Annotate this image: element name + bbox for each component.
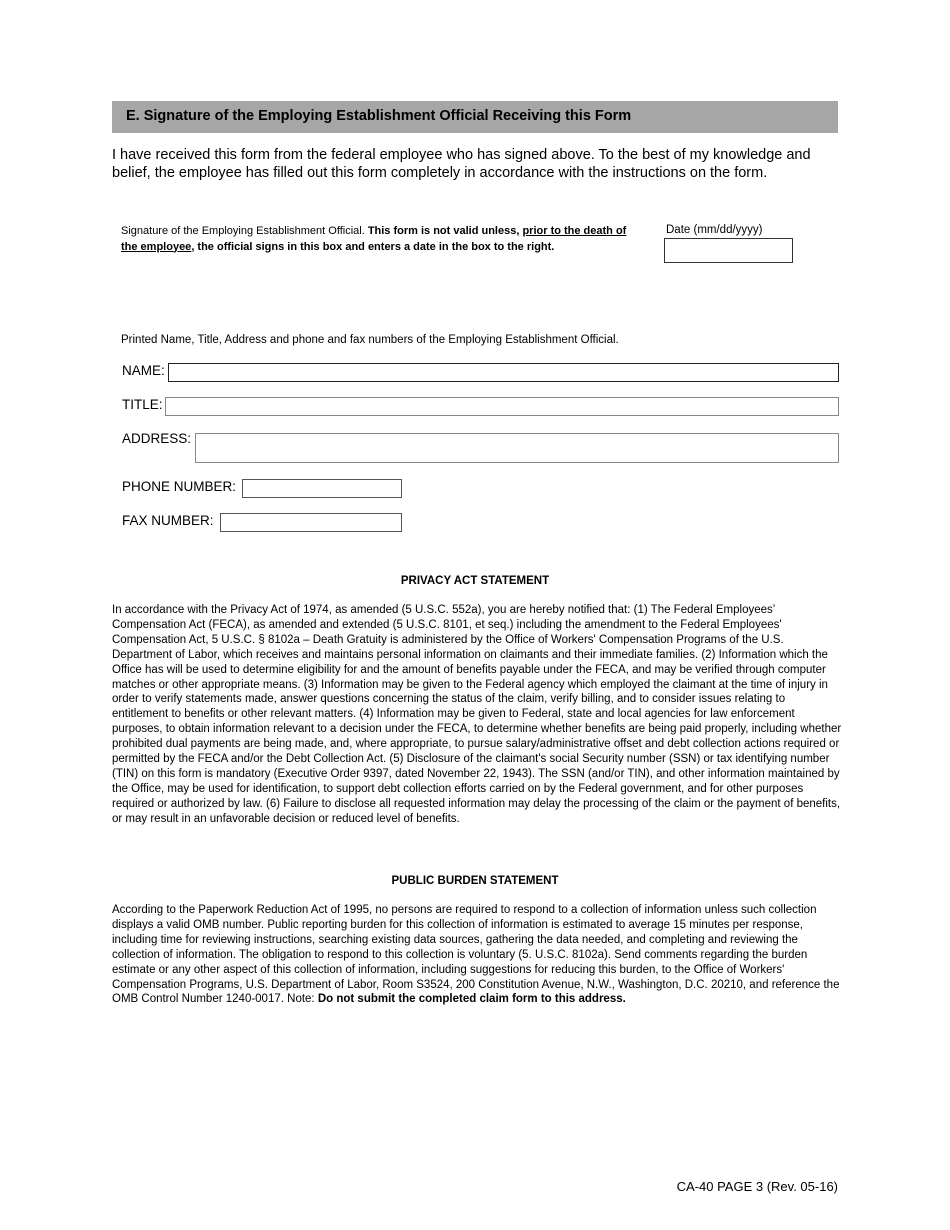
official-info-label: Printed Name, Title, Address and phone and fax numbers of the Employing Establishment Official. — [121, 334, 619, 346]
signature-label: Signature of the Employing Establishment Official. — [121, 225, 368, 237]
title-field[interactable] — [165, 397, 839, 416]
date-field[interactable] — [664, 238, 793, 263]
section-e-header: E. Signature of the Employing Establishment Official Receiving this Form — [112, 101, 838, 133]
validity-condition: prior to the death of the employee — [121, 225, 627, 253]
name-field[interactable] — [168, 363, 839, 382]
signature-instructions — [121, 224, 641, 255]
privacy-act-body: In accordance with the Privacy Act of 1974, as amended (5 U.S.C. 552a), you are hereby notified that: (1) The Federal Employees’ Compensation Act (FECA), as amended and extended (5 U.S.C. 8101, et seq.) including the amendment to the Federal Employees' Compensation Act, 5 U.S.C. § 8102a – Death Gratuity is administered by the Office of Workers' Compensation Programs of the U.S. Department of Labor, which receives and maintains personal information on claimants and their immediate families. (2) Information which the Office has will be used to determine eligibility for and the amount of benefits payable under the FECA, and may be verified through computer matches or other appropriate means. (3) Information may be given to the Federal agency which employed the claimant at the time of injury in order to verify statements made, answer questions concerning the status of the claim, verify billing, and to consider issues relating to entitlement to benefits or other relevant matters. (4) Information may be given to Federal, state and local agencies for law enforcement purposes, to obtain information relevant to a decision under the FECA, to determine whether benefits are being paid properly, including whether prohibited dual payments are being made, and, where appropriate, to pursue salary/administrative offset and debt collection actions required or permitted by the FECA and/or the Debt Collection Act. (5) Disclosure of the claimant's social Security number (SSN) or tax identifying number (TIN) on this form is mandatory (Executive Order 9397, dated November 22, 1943). The SSN (and/or TIN), and other information maintained by the Office, may be used for identification, to support debt collection efforts carried on by the Federal government, and for other purposes required or authorized by law. (6) Failure to disclose all requested information may delay the processing of the claim or the payment of benefits, or may result in an unfavorable decision or reduced level of benefits. — [112, 604, 842, 825]
privacy-act-title: PRIVACY ACT STATEMENT — [400, 575, 550, 587]
fax-label: FAX NUMBER: — [122, 513, 214, 528]
validity-warning: This form is not valid unless, — [367, 225, 523, 237]
validity-warning-continued: , the official signs in this box and enters a date in the box to the right. — [191, 240, 555, 253]
public-burden-title: PUBLIC BURDEN STATEMENT — [391, 875, 559, 887]
date-label: Date (mm/dd/yyyy) — [666, 224, 763, 236]
address-label: ADDRESS: — [122, 431, 192, 446]
public-burden-note: Do not submit the completed claim form to this address. — [317, 993, 626, 1006]
address-field[interactable] — [195, 433, 839, 463]
fax-field[interactable] — [220, 513, 402, 532]
title-label: TITLE: — [122, 397, 163, 412]
name-label: NAME: — [122, 363, 165, 378]
receipt-statement: I have received this form from the federal employee who has signed above. To the best of my knowledge and belief, the employee has filled out this form completely in accordance with the instructions on the form. — [112, 147, 811, 181]
phone-label: PHONE NUMBER: — [122, 479, 237, 494]
phone-field[interactable] — [242, 479, 402, 498]
page-footer: CA-40 PAGE 3 (Rev. 05-16) — [676, 1179, 838, 1194]
public-burden-text: According to the Paperwork Reduction Act of 1995, no persons are required to respond to a collection of information unless such collection displays a valid OMB number. Public reporting burden for this collection of information is estimated to average 15 minutes per response, including time for reviewing instructions, searching existing data sources, gathering the data needed, and completing and reviewing the collection of information. The obligation to respond to this collection is voluntary (5. U.S.C. 8102a). Send comments regarding the burden estimate or any other aspect of this collection of information, including suggestions for reducing this burden, to the Office of Workers' Compensation Programs, U.S. Department of Labor, Room S3524, 200 Constitution Avenue, N.W., Washington, D.C. 20210, and reference the OMB Control Number 1240-0017. Note: — [112, 904, 840, 1006]
public-burden-body — [112, 903, 844, 1007]
